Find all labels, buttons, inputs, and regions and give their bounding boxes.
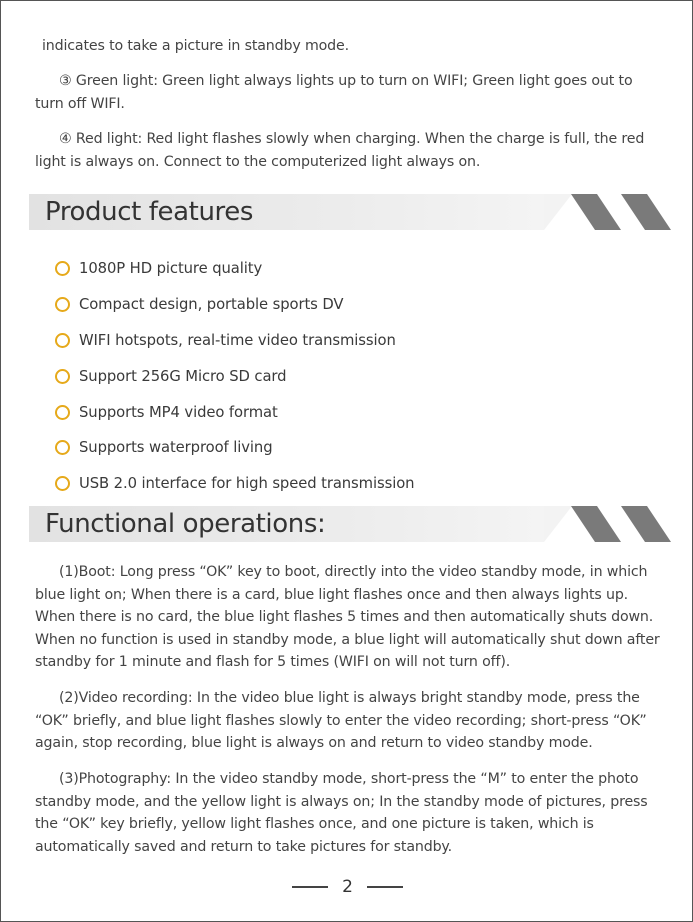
green-light-paragraph: ③ Green light: Green light always lights up to turn on WIFI; Green light goes out to turn off WIFI. <box>35 73 633 112</box>
product-features-title: Product features <box>45 197 253 227</box>
feature-text: 1080P HD picture quality <box>79 260 263 278</box>
intro-line: indicates to take a picture in standby mode. <box>42 38 349 54</box>
feature-text: USB 2.0 interface for high speed transmission <box>79 475 415 493</box>
list-item <box>55 287 414 323</box>
feature-list <box>55 251 414 502</box>
page-footer <box>1 874 693 900</box>
circle-bullet-icon <box>55 297 70 312</box>
page-number: 2 <box>342 877 353 897</box>
feature-text: WIFI hotspots, real-time video transmission <box>79 331 396 349</box>
list-item <box>55 394 414 430</box>
header-band-tip <box>544 194 572 230</box>
footer-rule-right <box>367 886 403 887</box>
circle-bullet-icon <box>55 476 70 491</box>
list-item <box>55 251 414 287</box>
list-item <box>55 323 414 359</box>
video-recording-paragraph: (2)Video recording: In the video blue light is always bright standby mode, press the “OK” briefly, and blue light flashes slowly to enter the video recording; short-press “OK” again, stop recording, blue light is always on and return to video standby mode. <box>35 690 647 751</box>
decorative-stripes-icon <box>569 194 675 230</box>
product-features-header <box>29 194 669 230</box>
circle-bullet-icon <box>55 405 70 420</box>
circle-bullet-icon <box>55 261 70 276</box>
circle-bullet-icon <box>55 369 70 384</box>
list-item <box>55 430 414 466</box>
list-item <box>55 358 414 394</box>
circle-bullet-icon <box>55 333 70 348</box>
feature-text: Supports MP4 video format <box>79 403 278 421</box>
feature-text: Compact design, portable sports DV <box>79 296 344 314</box>
red-light-paragraph: ④ Red light: Red light flashes slowly when charging. When the charge is full, the red light is always on. Connect to the computerized light always on. <box>35 131 645 170</box>
circle-bullet-icon <box>55 440 70 455</box>
decorative-stripes-icon <box>569 506 675 542</box>
boot-paragraph: (1)Boot: Long press “OK” key to boot, directly into the video standby mode, in which blue light on; When there is a card, blue light flashes once and then always lights up. When there is no card, the blue light flashes 5 times and then automatically shuts down. When no function is used in standby mode, a blue light will automatically shut down after standby for 1 minute and flash for 5 times (WIFI on will not turn off). <box>35 564 660 670</box>
feature-text: Support 256G Micro SD card <box>79 367 287 385</box>
list-item <box>55 466 414 502</box>
photography-paragraph: (3)Photography: In the video standby mode, short-press the “M” to enter the photo standby mode, and the yellow light is always on; In the standby mode of pictures, press the “OK” key briefly, yellow light flashes once, and one picture is taken, which is automatically saved and return to take pictures for standby. <box>35 771 648 855</box>
header-band-tip <box>544 506 572 542</box>
functional-operations-title: Functional operations: <box>45 509 326 539</box>
functional-operations-header <box>29 506 669 542</box>
footer-rule-left <box>292 886 328 887</box>
feature-text: Supports waterproof living <box>79 439 273 457</box>
